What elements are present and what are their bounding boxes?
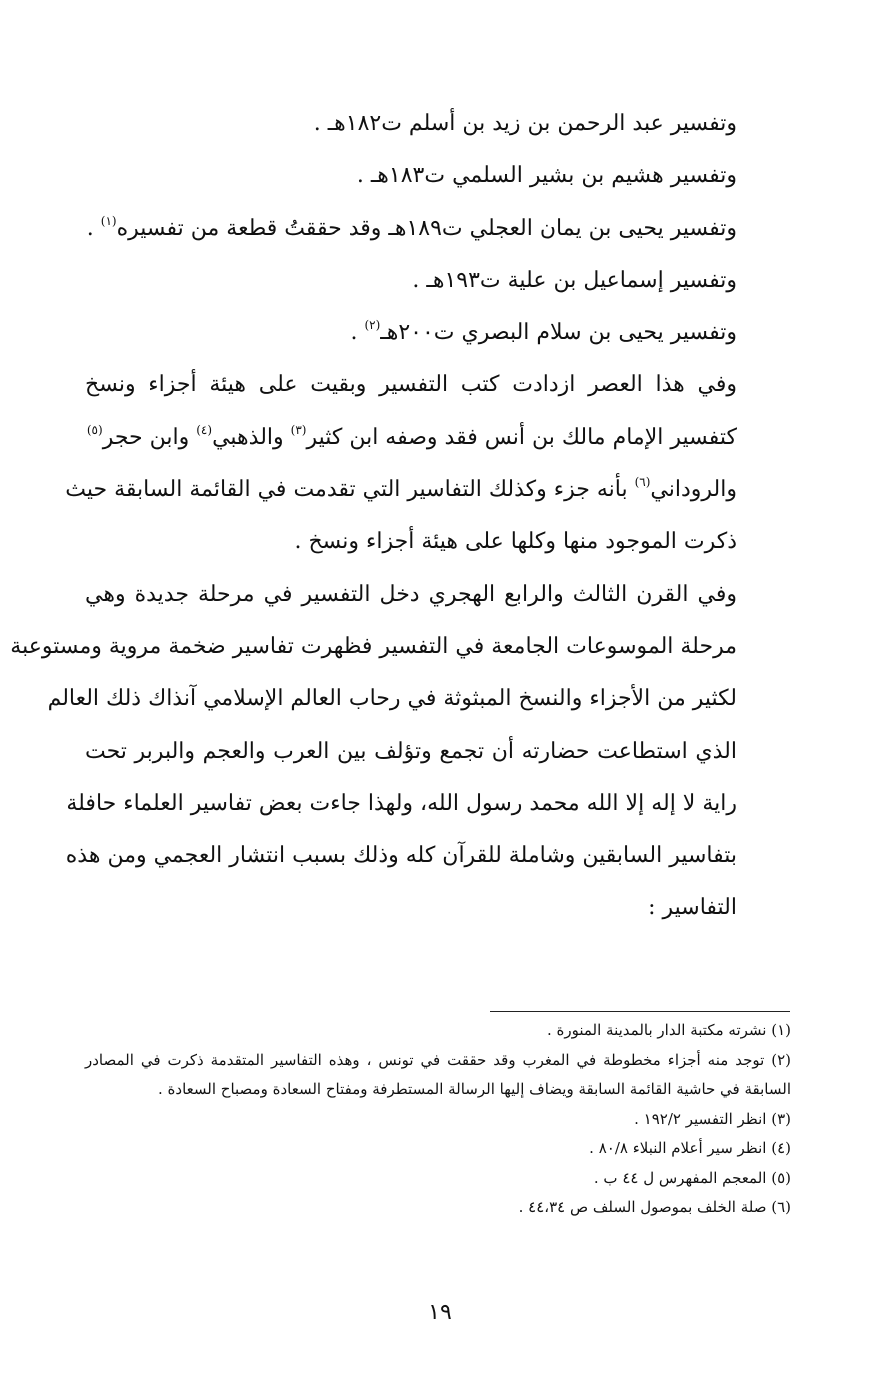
footnote-ref-5: (٥) — [86, 422, 103, 437]
line-text: الذي استطاعت حضارته أن تجمع وتؤلف بين العرب والعجم والبربر تحت — [85, 738, 737, 764]
text-line-11 — [10, 621, 737, 673]
text-line-7 — [85, 412, 737, 464]
footnote-ref-4: (٤) — [196, 422, 213, 437]
page-number: ١٩ — [428, 1300, 452, 1325]
line-text: التفاسير : — [648, 895, 737, 921]
footnote-4: (٤) انظر سير أعلام النبلاء ٨٠/٨ . — [589, 1139, 791, 1157]
line-text: والروداني — [650, 477, 737, 503]
line-text: بتفاسير السابقين وشاملة للقرآن كله وذلك بسبب انتشار العجمي ومن هذه — [65, 843, 737, 869]
line-text: وتفسير عبد الرحمن بن زيد بن أسلم ت١٨٢هـ . — [313, 111, 737, 136]
line-text: لكثير من الأجزاء والنسخ المبثوثة في رحاب العالم الإسلامي آنذاك ذلك العالم — [47, 686, 737, 712]
footnote-ref-1: (١) — [100, 213, 117, 228]
text-line-3 — [85, 203, 737, 255]
footnote-3: (٣) انظر التفسير ١٩٢/٢ . — [634, 1109, 791, 1128]
text-line-4 — [85, 255, 737, 307]
text-line-16 — [85, 882, 737, 934]
main-text — [10, 98, 737, 935]
text-line-8 — [65, 464, 737, 516]
text-line-6 — [85, 359, 737, 411]
line-text-rest: بأنه جزء وكذلك التفاسير التي تقدمت في القائمة السابقة حيث — [65, 477, 635, 503]
text-line-2 — [85, 150, 737, 202]
line-text: وفي القرن الثالث والرابع الهجري دخل التفسير في مرحلة جديدة وهي — [85, 581, 737, 607]
line-text: ذكرت الموجود منها وكلها على هيئة أجزاء ونسخ . — [294, 529, 737, 555]
text-line-10 — [85, 569, 737, 621]
footnote-ref-3: (٣) — [290, 422, 307, 437]
line-text: راية لا إله إلا الله محمد رسول الله، ولهذا جاءت بعض تفاسير العلماء حافلة — [66, 790, 737, 816]
line-text: وفي هذا العصر ازدادت كتب التفسير وبقيت على هيئة أجزاء ونسخ — [85, 372, 737, 398]
line-text: وتفسير هشيم بن بشير السلمي ت١٨٣هـ . — [356, 163, 737, 189]
footnote-1: (١) نشرته مكتبة الدار بالمدينة المنورة . — [546, 1021, 791, 1039]
text-line-12 — [47, 673, 737, 725]
line-text-mid: وابن حجر — [102, 424, 197, 450]
text-line-13 — [85, 726, 737, 778]
text-line-1 — [85, 98, 737, 150]
text-line-5 — [85, 307, 737, 359]
line-text-end: . — [350, 320, 365, 346]
line-text-end: . — [86, 215, 101, 241]
footnote-divider — [490, 1011, 790, 1012]
footnote-6: (٦) صلة الخلف بموصول السلف ص ٤٤،٣٤ . — [518, 1198, 791, 1216]
footnote-2-continued: السابقة في حاشية القائمة السابقة ويضاف إليها الرسالة المستطرفة ومفتاح السعادة ومصباح السعادة . — [158, 1080, 791, 1098]
text-line-15 — [65, 830, 737, 882]
line-text: وتفسير يحيى بن يمان العجلي ت١٨٩هـ وقد حققتُ قطعة من تفسيره — [116, 215, 737, 241]
text-line-14 — [66, 778, 737, 830]
footnote-ref-2: (٢) — [364, 318, 381, 333]
footnotes — [85, 1016, 791, 1223]
line-text: كتفسير الإمام مالك بن أنس فقد وصفه ابن كثير — [306, 424, 737, 450]
text-line-9 — [85, 516, 737, 568]
footnote-ref-6: (٦) — [634, 475, 651, 490]
line-text: مرحلة الموسوعات الجامعة في التفسير فظهرت تفاسير ضخمة مروية ومستوعبة — [10, 633, 737, 659]
line-text: وتفسير يحيى بن سلام البصري ت٢٠٠هـ — [380, 320, 737, 346]
footnote-2: (٢) توجد منه أجزاء مخطوطة في المغرب وقد حققت في تونس ، وهذه التفاسير المتقدمة ذكرت في المصادر — [85, 1050, 791, 1069]
line-text-mid: والذهبي — [212, 424, 291, 450]
footnote-5: (٥) المعجم المفهرس ل ٤٤ ب . — [593, 1168, 791, 1187]
line-text: وتفسير إسماعيل بن علية ت١٩٣هـ . — [412, 267, 737, 293]
